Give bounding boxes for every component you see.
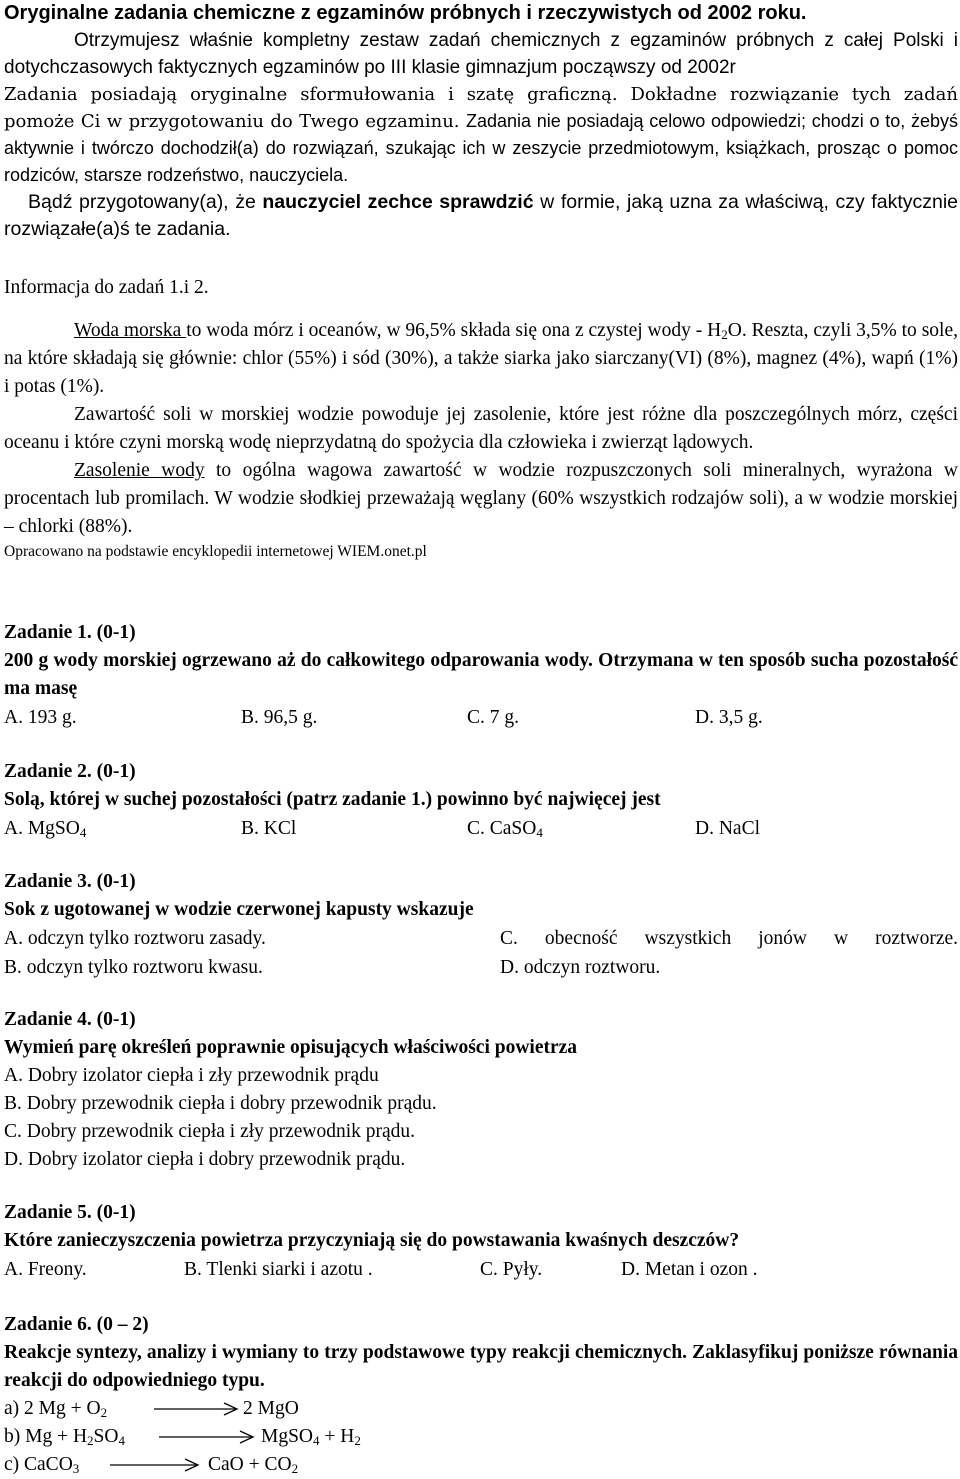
task-5-option-a[interactable]: A. Freony. [4,1259,87,1280]
task-1 [4,618,958,732]
info-paragraph-2: Zawartość soli w morskiej wodzie powoduje jej zasolenie, które jest różne dla poszczególnych mórz, części oceanu i które czyni morską wodę nieprzydatną do spożycia dla człowieka i zwierząt lądowych. [4,404,958,453]
equation-b-products [261,1423,361,1451]
equation-a-reactants-text: a) 2 Mg + O [4,1398,101,1419]
intro-text-3-post: w formie, jaką uzna za właściwą, czy faktycznie rozwiązałe(a)ś te zadania. [4,191,959,240]
reaction-arrow-icon [110,1458,200,1472]
info-sub-1: 2 [721,327,728,342]
task-3-option-c[interactable]: C. obecność wszystkich jonów w roztworze. [500,928,958,949]
task-1-option-a[interactable]: A. 193 g. [4,707,77,728]
task-6 [4,1310,958,1479]
intro-section [4,27,958,243]
task-2-option-c-sub: 4 [536,825,543,840]
task-2-option-c[interactable] [467,814,695,843]
intro-text-3-pre: Bądź przygotowany(a), że [28,191,263,213]
info-paragraph-1 [4,317,958,401]
task-3-title: Zadanie 3. (0-1) [4,871,136,892]
equation-b-reactants-text-1: b) Mg + H [4,1426,88,1447]
equation-c-reactants-sub: 3 [72,1461,80,1476]
reaction-arrow-icon [159,1430,255,1444]
equation-b-reactants [4,1423,159,1451]
equation-b-products-sub-1: 4 [313,1433,320,1448]
info-text-3: to ogólna wagowa zawartość w wodzie rozpuszczonych soli mineralnych, wyrażona w procentach lub promilach. W wodzie słodkiej przeważają węglany (60% wszystkich rodzajów soli), a w wodzie morskiej – chlorki (88%). [4,460,958,537]
task-1-option-b[interactable]: B. 96,5 g. [241,707,318,728]
task-5-option-c[interactable]: C. Pyły. [480,1259,543,1280]
info-paragraph-3 [4,457,958,541]
task-6-question: Reakcje syntezy, analizy i wymiany to trzy podstawowe typy reakcji chemicznych. Zaklasyfikuj poniższe równania reakcji do odpowiedniego typu. [4,1342,958,1391]
document-title: Oryginalne zadania chemiczne z egzaminów próbnych i rzeczywistych od 2002 roku. [4,2,807,24]
task-1-question: 200 g wody morskiej ogrzewano aż do całkowitego odparowania wody. Otrzymana w ten sposób sucha pozostałość ma masę [4,650,958,699]
task-5-option-d[interactable]: D. Metan i ozon . [621,1259,758,1280]
equation-c-products-text: CaO + CO [208,1454,292,1475]
task-2-question: Solą, której w suchej pozostałości (patrz zadanie 1.) powinno być najwięcej jest [4,789,661,810]
equation-c [4,1451,958,1479]
task-5-option-b[interactable]: B. Tlenki siarki i azotu . [184,1259,373,1280]
equation-a-reactants [4,1395,154,1423]
task-1-option-d[interactable]: D. 3,5 g. [695,707,763,728]
equation-b-products-text-2: + H [319,1426,355,1447]
task-3-options [4,924,958,982]
intro-text-2b: Zadania nie posiadają celowo odpowiedzi; chodzi o to, żebyś aktywnie i twórczo dochodził(a) do rozwiązań, szukając ich w zeszycie przedmiotowym, książkach, prosząc o pomoc rodziców, starsze rodzeństwo, nauczyciela. [4,111,958,185]
info-label: Informacja do zadań 1.i 2. [4,277,209,298]
task-2-option-c-text: C. CaSO [467,818,537,839]
equation-b-reactants-text-2: SO [93,1426,119,1447]
equation-a [4,1395,958,1423]
equation-b [4,1423,958,1451]
task-3-option-a[interactable]: A. odczyn tylko roztworu zasady. [4,928,266,949]
info-section [4,317,958,563]
equation-a-products: 2 MgO [243,1398,299,1419]
task-2 [4,757,958,843]
task-2-option-a[interactable] [4,814,241,843]
task-1-options [4,703,958,732]
equation-b-products-text-1: MgSO [261,1426,314,1447]
equation-c-reactants [4,1451,110,1479]
task-4-option-c[interactable]: C. Dobry przewodnik ciepła i zły przewodnik prądu. [4,1121,416,1142]
info-text-1: to woda mórz i oceanów, w 96,5% składa się ona z czystej wody - H [186,320,722,341]
intro-paragraph-1: Otrzymujesz właśnie kompletny zestaw zadań chemicznych z egzaminów próbnych z całej Polski i dotychczasowych faktycznych egzaminów po III klasie gimnazjum począwszy od 2002r [4,30,958,78]
task-5-options [4,1255,958,1284]
task-3-option-b[interactable]: B. odczyn tylko roztworu kwasu. [4,957,263,978]
task-1-option-c[interactable]: C. 7 g. [467,707,520,728]
task-4 [4,1005,958,1174]
task-4-title: Zadanie 4. (0-1) [4,1009,136,1030]
task-5-title: Zadanie 5. (0-1) [4,1202,136,1223]
task-4-option-d[interactable]: D. Dobry izolator ciepła i dobry przewodnik prądu. [4,1149,406,1170]
task-5-question: Które zanieczyszczenia powietrza przyczyniają się do powstawania kwaśnych deszczów? [4,1230,740,1251]
task-2-options [4,814,958,843]
equation-c-reactants-text: c) CaCO [4,1454,73,1475]
equation-b-reactants-sub-1: 2 [87,1433,94,1448]
term-salinity: Zasolenie wody [74,460,205,481]
task-2-option-a-sub: 4 [79,825,87,840]
equation-b-products-sub-2: 2 [354,1433,361,1448]
task-4-option-b[interactable]: B. Dobry przewodnik ciepła i dobry przewodnik prądu. [4,1093,437,1114]
reaction-arrow-icon [154,1402,239,1416]
equation-b-reactants-sub-2: 4 [118,1433,125,1448]
task-1-title: Zadanie 1. (0-1) [4,622,136,643]
task-2-option-d[interactable]: D. NaCl [695,818,760,839]
task-3 [4,867,958,982]
term-sea-water: Woda morska [74,320,187,341]
task-3-question: Sok z ugotowanej w wodzie czerwonej kapusty wskazuje [4,899,474,920]
intro-paragraph-2 [4,81,958,189]
task-5 [4,1198,958,1284]
task-4-option-a[interactable]: A. Dobry izolator ciepła i zły przewodnik prądu [4,1065,379,1086]
task-2-option-b[interactable]: B. KCl [241,818,297,839]
equation-c-products-sub: 2 [291,1461,299,1476]
task-4-question: Wymień parę określeń poprawnie opisujących właściwości powietrza [4,1037,578,1058]
intro-paragraph-3 [4,189,958,243]
task-2-title: Zadanie 2. (0-1) [4,761,136,782]
equation-c-products [208,1451,298,1479]
task-2-option-a-text: A. MgSO [4,818,80,839]
task-6-title: Zadanie 6. (0 – 2) [4,1314,149,1335]
equation-a-reactants-sub: 2 [100,1405,108,1420]
task-3-option-d[interactable]: D. odczyn roztworu. [500,957,661,978]
info-text-1-end: O. Reszta, czyli 3,5% to sole, na które składają się głównie: chlor (55%) i sód (30%), a także siarka jako siarczany(VI) (8%), magnez (4%), wapń (1%) i potas (1%). [4,320,958,397]
intro-text-3-bold: nauczyciel zechce sprawdzić [262,191,534,213]
source-note: Opracowano na podstawie encyklopedii internetowej WIEM.onet.pl [4,543,427,560]
intro-text-2a: Zadania posiadają oryginalne sformułowania i szatę graficzną. Dokładne rozwiązanie tych zadań pomoże Ci w przygotowaniu do Twego egzaminu. [4,84,958,132]
